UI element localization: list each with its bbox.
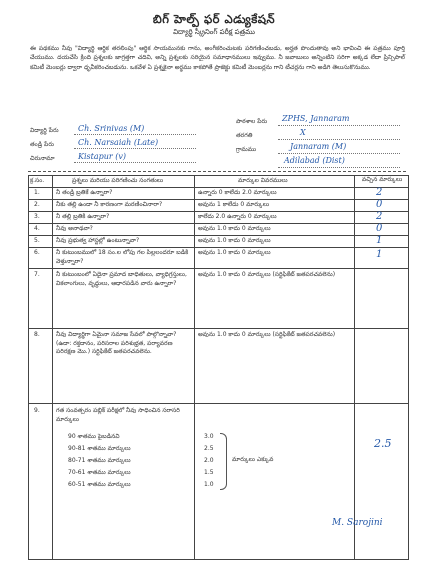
- row6-no: 6.: [34, 249, 40, 256]
- village-value: Jannaram (M): [290, 142, 347, 151]
- row3-no: 3.: [34, 213, 40, 220]
- row4-score: 0: [376, 223, 383, 234]
- student-line: [74, 134, 196, 135]
- col-sep-1: [52, 175, 53, 560]
- row5-question: నీవు ప్రభుత్వ హాస్టల్లో ఉంటున్నావా?: [56, 237, 140, 244]
- address-label: చిరునామా: [30, 155, 55, 162]
- table-border-left: [28, 175, 29, 560]
- row-sep-8: [28, 403, 409, 404]
- school-label: పాఠశాల పేరు: [236, 118, 268, 125]
- signature: M. Sarojini: [332, 518, 383, 528]
- scale-2-5: 2.5: [204, 445, 214, 452]
- row9-score: 2.5: [374, 437, 392, 450]
- instructions-paragraph: ఈ పథకము నీవు "విద్యార్థి ఆర్థిక తరలింపు" ఆర్థిక సాయమునకు గాను, అంగీకరించుటకు పరిగణించబడు, అర్హత పొందుతావు అని భావించి ఈ పత్రము పూర్తి చేయుము. దయచేసి క్రింది ప్రశ్నలకు జాగ్రత్తగా చదివి, అన్ని ప్రశ్నలకు సరియైన సమాధానములు ఇవ్వుము. నీ జవాబులు అన్నింటిని సరిగా అక్కడ లేదా ప్రిన్సిపాల్ కమిటీ మెంబర్లు ద్వారా ధృవీకరించబడును. ఒకవేళ ఏ ప్రశ్నకైనా అర్థము కాకపోతే ప్రాజెక్టు కమిటీ మెంబర్లను గాని టీచర్లను గాని అడిగి తెలుసుకొనుము.: [30, 45, 405, 71]
- grade-row-2: 90-81 శాతము మార్కులు: [68, 445, 131, 452]
- row-sep-header: [28, 187, 409, 188]
- row1-no: 1.: [34, 189, 40, 196]
- grade-row-3: 80-71 శాతము మార్కులు: [68, 457, 131, 464]
- scale-2-0: 2.0: [204, 457, 214, 464]
- row6-question: నీ కుటుంబములో 18 సం.ల లోపు గల పిల్లలందరూ బడికి వెళ్తున్నారా?: [56, 249, 189, 265]
- col-sep-2: [194, 175, 195, 560]
- row2-score: 0: [376, 199, 383, 210]
- father-line: [74, 148, 196, 149]
- father-value: Ch. Narsaiah (Late): [78, 138, 159, 147]
- row8-question: నీవు విద్యార్థిగా ఏమైనా సమాజ సేవలో పాల్గొన్నావా? (ఉదా: రక్తదానం, పరిసరాల పరిశుభ్రత, పర్యావరణ పరిరక్షణ మొ.) సర్టిఫికేట్ జతపరచవలెను.: [56, 331, 177, 356]
- father-label: తండ్రి పేరు: [30, 141, 54, 148]
- row6-score: 1: [376, 249, 383, 260]
- header-marks-got: వచ్చిన మార్కులు: [361, 176, 403, 183]
- form-subtitle: విద్యార్థి స్క్రీనింగ్ పరీక్ష పత్రము: [173, 28, 255, 36]
- student-label: విద్యార్థి పేరు: [30, 127, 59, 134]
- row2-no: 2.: [34, 201, 40, 208]
- form-title: బిగ్ హెల్ప్ ఫర్ ఎడ్యుకేషన్: [152, 12, 276, 26]
- row5-score: 1: [376, 235, 383, 246]
- table-border-right: [408, 175, 409, 560]
- address-line: [74, 162, 196, 163]
- header-question: ప్రశ్నలు మరియు పరిగణించు సంగతులు: [72, 177, 164, 184]
- row-sep-6: [28, 268, 409, 269]
- district-line: [278, 167, 400, 168]
- row9-no: 9.: [34, 407, 40, 414]
- table-border-bottom: [28, 559, 409, 560]
- header-no: క్ర.సం.: [30, 177, 45, 184]
- row-sep-5: [28, 247, 409, 248]
- row-sep-1: [28, 199, 409, 200]
- scale-3-0: 3.0: [204, 433, 214, 440]
- row7-marks: అవును 1.0 కాదు 0 మార్కులు (సర్టిఫికేట్ జతపరచవలెను): [198, 271, 336, 278]
- row7-question: నీ కుటుంబంలో ఏదైనా ప్రమాద బాధితులు, వ్యాధిగ్రస్తులు, వికలాంగులు, వృద్ధులు, ఆధారపడిన వారు ఉన్నారా?: [56, 271, 187, 287]
- row3-marks: కాలేదు 2.0 ఉన్నారు 0 మార్కులు: [198, 213, 277, 220]
- class-label: తరగతి: [236, 132, 253, 139]
- section-divider: [28, 171, 406, 172]
- row9-question: గత సంవత్సరం పబ్లిక్ పరీక్షలో నీవు సాధించిన సరాసరి మార్కులు: [56, 407, 180, 423]
- student-value: Ch. Srinivas (M): [78, 124, 145, 133]
- district-value: Adilabad (Dist): [284, 156, 345, 165]
- row4-no: 4.: [34, 225, 40, 232]
- row1-marks: ఉన్నారు 0 కాలేదు 2.0 మార్కులు: [198, 189, 277, 196]
- village-line: [278, 153, 400, 154]
- row3-question: నీ తల్లి బ్రతికి ఉన్నారా?: [56, 213, 110, 220]
- row2-marks: అవును 1 కాలేదు 0 మార్కులు: [198, 201, 270, 208]
- scale-label: మార్కులు ఎక్కువ: [232, 456, 274, 463]
- row1-question: నీ తండ్రి బ్రతికే ఉన్నారా?: [56, 189, 113, 196]
- grade-row-1: 90 శాతము పైబడినవి: [68, 433, 120, 440]
- row-sep-4: [28, 235, 409, 236]
- class-line: [278, 139, 400, 140]
- row1-score: 2: [376, 187, 383, 198]
- school-line: [278, 125, 400, 126]
- row6-marks: అవును 1.0 కాదు 0 మార్కులు: [198, 249, 271, 256]
- class-value: X: [300, 128, 306, 137]
- row8-marks: అవును 1.0 కాదు 0 మార్కులు (సర్టిఫికేట్ జతపరచవలెను): [198, 331, 336, 338]
- row3-score: 2: [376, 211, 383, 222]
- table-border-top: [28, 175, 409, 176]
- grade-row-4: 70-61 శాతము మార్కులు: [68, 469, 131, 476]
- row4-question: నీవు అనాథవా?: [56, 225, 93, 232]
- village-label: గ్రామము: [236, 146, 257, 153]
- row-sep-7: [28, 328, 409, 329]
- row5-marks: అవును 1.0 కాదు 0 మార్కులు: [198, 237, 271, 244]
- scale-brace: [220, 433, 227, 490]
- header-marks-detail: మార్కుల వివరములు: [238, 177, 288, 184]
- row7-no: 7.: [34, 271, 40, 278]
- row5-no: 5.: [34, 237, 40, 244]
- row4-marks: అవును 1.0 కాదు 0 మార్కులు: [198, 225, 271, 232]
- row-sep-3: [28, 223, 409, 224]
- grade-row-5: 60-51 శాతము మార్కులు: [68, 481, 131, 488]
- scale-1-0: 1.0: [204, 481, 214, 488]
- row-sep-2: [28, 211, 409, 212]
- scale-1-5: 1.5: [204, 469, 214, 476]
- address-value: Kistapur (v): [78, 152, 127, 161]
- col-sep-3: [354, 175, 355, 560]
- school-value: ZPHS, Jannaram: [282, 114, 350, 123]
- marks-table: [28, 175, 409, 560]
- row2-question: నీకు తల్లి ఉందా నీ కారణంగా మరణించినారా?: [56, 201, 163, 208]
- row8-no: 8.: [34, 331, 40, 338]
